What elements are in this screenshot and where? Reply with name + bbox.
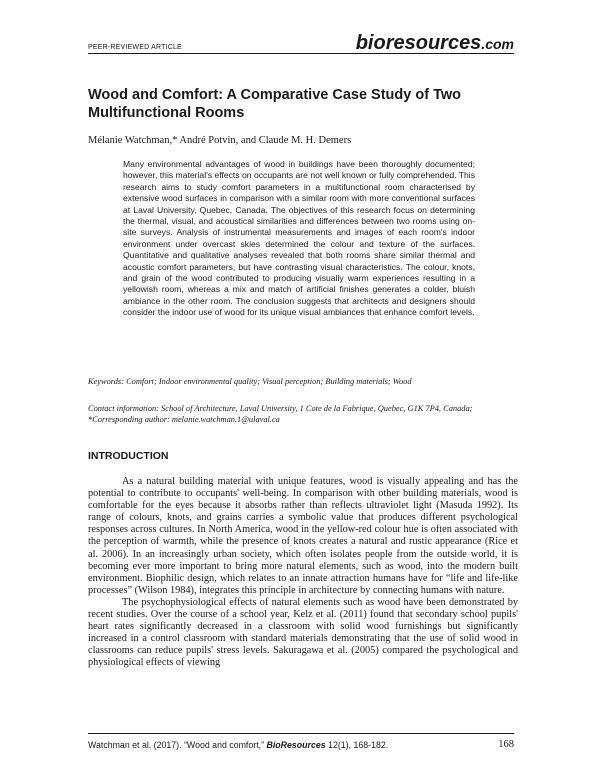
citation-journal: BioResources — [266, 740, 326, 750]
article-title: Wood and Comfort: A Comparative Case Study of Two Multifunctional Rooms — [88, 87, 461, 121]
introduction-body — [88, 476, 518, 670]
journal-domain: .com — [481, 36, 514, 52]
footer-divider — [88, 733, 514, 734]
author-list: Mélanie Watchman,* André Potvin, and Claude M. H. Demers — [88, 135, 352, 146]
keywords: Keywords: Comfort; Indoor environmental quality; Visual perception; Building materials; Wood — [88, 377, 412, 386]
contact-information: Contact information: School of Architecture, Laval University, 1 Cote de la Fabrique, Quebec, G1K 7P4, Canada; *Corresponding author: melanie.watchman.1@ulaval.ca — [88, 404, 473, 424]
header-divider — [88, 53, 514, 54]
body-paragraph: The psychophysiological effects of natural elements such as wood have been demonstrated by recent studies. Over the course of a school year, Kelz et al. (2011) found that secondary school pupils' heart rates significantly decreased in a classroom with solid wood furnishings but significantly increased in a control classroom with standard materials demonstrating that the use of solid wood in classrooms can reduce pupils' stress levels. Sakuragawa et al. (2005) compared the psychological and physiological effects of viewing — [88, 596, 518, 669]
abstract: Many environmental advantages of wood in buildings have been thoroughly documented; however, this material's effects on occupants are not well known or fully comprehended. This research aims to study comfort parameters in a multifunctional room characterised by extensive wood surfaces in comparison with a similar room with more conventional surfaces at Laval University, Quebec, Canada. The objectives of this research focus on determining the thermal, visual, and acoustical similarities and differences between two rooms using on-site surveys. Analysis of instrumental measurements and images of each room's indoor environment under overcast skies determined the colour and texture of the surfaces. Quantitative and qualitative analyses revealed that both rooms share similar thermal and acoustic comfort parameters, but have contrasting visual characteristics. The colour, knots, and grain of the wood contributed to producing visually warm experiences resulting in a yellowish room, whereas a mix and match of artificial finishes generates a colder, bluish ambiance in the other room. The conclusion suggests that architects and designers should consider the indoor use of wood for its unique visual ambiances that enhance comfort levels. — [123, 159, 475, 318]
citation-prefix: Watchman et al. (2017). “Wood and comfort,” — [88, 740, 265, 750]
page-number: 168 — [498, 739, 514, 750]
body-paragraph: As a natural building material with unique features, wood is visually appealing and has the potential to contribute to occupants' well-being. In comparison with other building materials, wood is comfortable for the eyes because it absorbs rather than reflects ultraviolet light (Masuda 1992). Its range of colours, knots, and grains carries a symbolic value that produces different psychological responses across cultures. In North America, wood in the yellow-red colour hue is often associated with the perception of warmth, while the presence of knots creates a natural and rustic appearance (Rice et al. 2006). In an increasingly urban society, which often isolates people from the outside world, it is becoming ever more important to bring more natural elements, such as wood, into the modern built environment. Biophilic design, which relates to an innate attraction humans have for “life and life-like processes” (Wilson 1984), integrates this principle in architecture by connecting humans with nature. — [88, 476, 518, 596]
footer-citation — [88, 740, 388, 750]
section-heading-introduction: INTRODUCTION — [88, 450, 169, 462]
journal-brand: bioresources — [355, 32, 482, 54]
journal-logo[interactable] — [356, 32, 514, 55]
article-type-label: PEER-REVIEWED ARTICLE — [88, 44, 182, 51]
citation-suffix: 12(1), 168-182. — [328, 740, 389, 750]
